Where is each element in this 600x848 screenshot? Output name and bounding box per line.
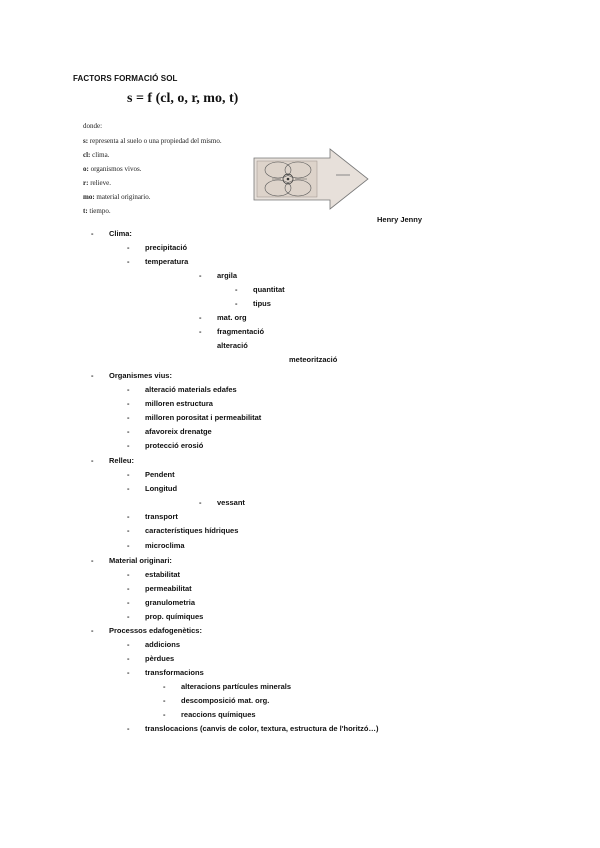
bullet-dash: -	[127, 598, 130, 607]
bullet-dash: -	[235, 285, 238, 294]
list-item: alteració materials edafes	[145, 385, 237, 394]
bullet-dash: -	[235, 299, 238, 308]
list-item: temperatura	[145, 257, 189, 266]
bullet-dash: -	[127, 526, 130, 535]
bullet-dash: -	[127, 668, 130, 677]
bullet-dash: -	[127, 541, 130, 550]
bullet-dash: -	[91, 626, 94, 635]
bullet-dash: -	[127, 257, 130, 266]
list-item: microclima	[145, 541, 185, 550]
bullet-dash: -	[91, 456, 94, 465]
list-item: prop. químiques	[145, 612, 204, 621]
bullet-dash: -	[127, 399, 130, 408]
list-item: estabilitat	[145, 570, 181, 579]
bullet-dash: -	[127, 385, 130, 394]
list-item: Pendent	[145, 470, 175, 479]
legend-row: mo: material originario.	[83, 193, 151, 201]
bullet-dash: -	[127, 413, 130, 422]
list-item: precipitació	[145, 243, 188, 252]
list-item: vessant	[217, 498, 245, 507]
list-item: translocacions (canvis de color, textura, estructura de l'horitzó…)	[145, 724, 379, 733]
list-item: afavoreix drenatge	[145, 427, 212, 436]
bullet-dash: -	[127, 470, 130, 479]
section-processos: Processos edafogenètics:	[109, 626, 202, 635]
list-item: alteracions partícules minerals	[181, 682, 292, 691]
list-item: Longitud	[145, 484, 178, 493]
list-item: pèrdues	[145, 654, 175, 663]
bullet-dash: -	[163, 710, 166, 719]
list-item: meteorització	[289, 355, 338, 364]
bullet-dash: -	[91, 371, 94, 380]
bullet-dash: -	[127, 570, 130, 579]
list-item: alteració	[217, 341, 248, 350]
section-clima: Clima:	[109, 229, 132, 238]
author-credit: Henry Jenny	[377, 215, 423, 224]
bullet-dash: -	[127, 584, 130, 593]
list-item: granulometria	[145, 598, 196, 607]
bullet-dash: -	[163, 682, 166, 691]
list-item: argila	[217, 271, 238, 280]
list-item: quantitat	[253, 285, 285, 294]
page-title: FACTORS FORMACIÓ SOL	[73, 74, 178, 83]
list-item: milloren porositat i permeabilitat	[145, 413, 262, 422]
list-item: reaccions químiques	[181, 710, 256, 719]
legend-row: o: organismos vivos.	[83, 165, 142, 173]
list-item: mat. org	[217, 313, 247, 322]
bullet-dash: -	[127, 427, 130, 436]
legend-heading: donde:	[83, 122, 103, 130]
section-organismes: Organismes vius:	[109, 371, 172, 380]
list-item: addicions	[145, 640, 181, 649]
list-item: permeabilitat	[145, 584, 192, 593]
section-material: Material originari:	[109, 556, 172, 565]
bullet-dash: -	[127, 654, 130, 663]
bullet-dash: -	[199, 313, 202, 322]
soil-factors-arrow-diagram	[252, 148, 370, 210]
legend-row: t: tiempo.	[83, 207, 111, 215]
bullet-dash: -	[91, 556, 94, 565]
bullet-dash: -	[91, 229, 94, 238]
bullet-dash: -	[199, 498, 202, 507]
bullet-dash: -	[127, 441, 130, 450]
section-relleu: Relleu:	[109, 456, 135, 465]
list-item: descomposició mat. org.	[181, 696, 270, 705]
bullet-dash: -	[199, 327, 202, 336]
bullet-dash: -	[127, 724, 130, 733]
list-item: milloren estructura	[145, 399, 213, 408]
bullet-dash: -	[199, 271, 202, 280]
bullet-dash: -	[127, 640, 130, 649]
bullet-dash: -	[127, 512, 130, 521]
list-item: fragmentació	[217, 327, 265, 336]
list-item: característiques hídriques	[145, 526, 239, 535]
list-item: protecció erosió	[145, 441, 204, 450]
legend-row: s: representa al suelo o una propiedad del mismo.	[83, 137, 222, 145]
bullet-dash: -	[127, 612, 130, 621]
list-item: tipus	[253, 299, 271, 308]
bullet-dash: -	[127, 484, 130, 493]
soil-formula: s = f (cl, o, r, mo, t)	[127, 91, 239, 106]
legend-row: cl: clima.	[83, 151, 110, 159]
bullet-dash: -	[163, 696, 166, 705]
legend-row: r: relieve.	[83, 179, 111, 187]
list-item: transport	[145, 512, 178, 521]
bullet-dash: -	[127, 243, 130, 252]
list-item: transformacions	[145, 668, 204, 677]
